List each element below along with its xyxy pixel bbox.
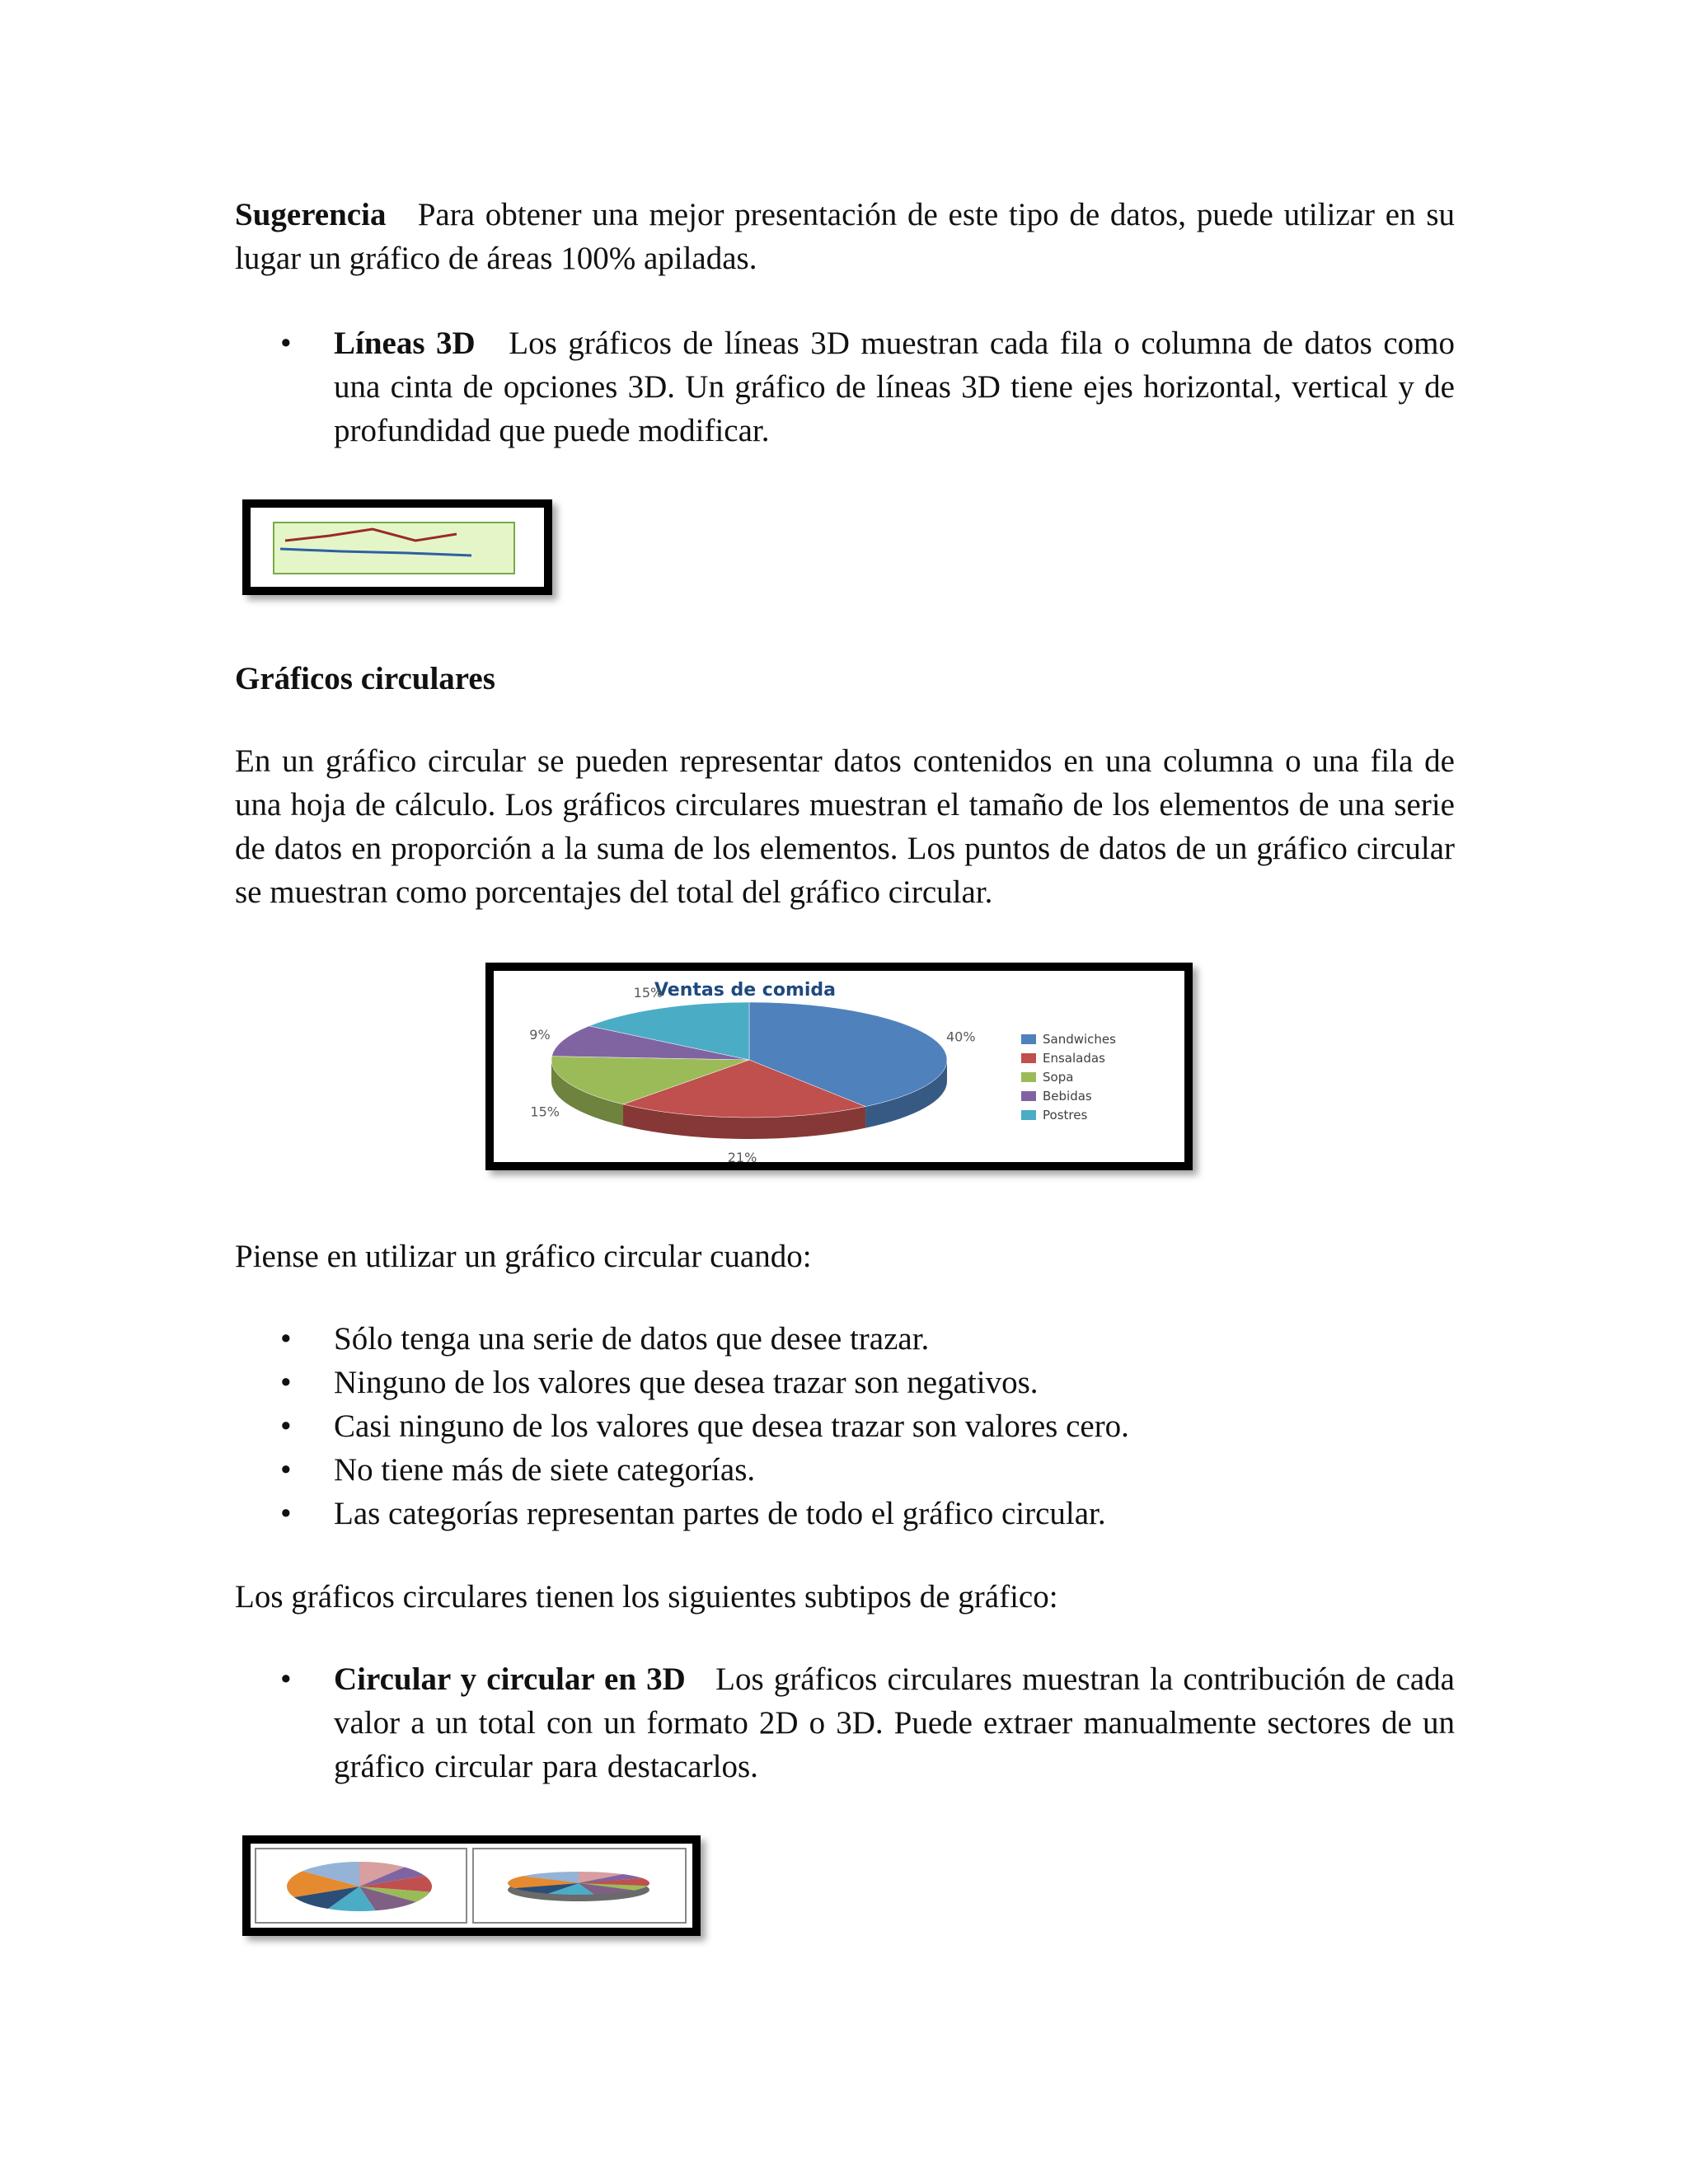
- lineas-3d-bullet: [280, 321, 1455, 452]
- legend-label-sandwiches: Sandwiches: [1043, 1032, 1116, 1047]
- sugerencia-paragraph: [235, 193, 1455, 280]
- bullet-glyph: •: [280, 1496, 292, 1531]
- legend-swatch-sandwiches: [1021, 1034, 1036, 1044]
- lineas-3d-text: Los gráficos de líneas 3D muestran cada fila o columna de datos como una cinta de opciones 3D. Un gráfico de líneas 3D tiene ejes horizontal, vertical y de profundidad que puede modificar.: [334, 326, 1455, 448]
- legend-swatch-bebidas: [1021, 1091, 1036, 1101]
- list-item-text: No tiene más de siete categorías.: [334, 1452, 756, 1488]
- bullet-glyph: •: [280, 1408, 292, 1444]
- legend-label-ensaladas: Ensaladas: [1043, 1051, 1105, 1066]
- legend-label-bebidas: Bebidas: [1043, 1089, 1092, 1104]
- legend-label-postres: Postres: [1043, 1108, 1088, 1122]
- pie-2d-thumbnail-slices: [287, 1862, 432, 1911]
- bullet-glyph: •: [280, 326, 292, 361]
- pie-data-label: 40%: [946, 1029, 976, 1045]
- line-chart-plot-area: [274, 523, 514, 574]
- circular-3d-label: Circular y circular en 3D: [334, 1661, 686, 1697]
- pie-data-label: 9%: [529, 1026, 551, 1043]
- sugerencia-text: Para obtener una mejor presentación de este tipo de datos, puede utilizar en su lugar un gráfico de áreas 100% apiladas.: [235, 197, 1455, 276]
- sugerencia-label: Sugerencia: [235, 197, 387, 232]
- bullet-glyph: •: [280, 1321, 292, 1357]
- list-item: [280, 1317, 1455, 1361]
- subtypes-paragraph: Los gráficos circulares tienen los siguientes subtipos de gráfico:: [235, 1579, 1058, 1615]
- pie-data-label: 15%: [530, 1104, 560, 1120]
- piense-paragraph: Piense en utilizar un gráfico circular cuando:: [235, 1239, 812, 1274]
- legend-swatch-sopa: [1021, 1072, 1036, 1082]
- list-item-text: Ninguno de los valores que desea trazar son negativos.: [334, 1365, 1039, 1400]
- list-item-text: Casi ninguno de los valores que desea trazar son valores cero.: [334, 1408, 1129, 1444]
- bullet-glyph: •: [280, 1452, 292, 1488]
- bullet-glyph: •: [280, 1365, 292, 1400]
- lineas-3d-label: Líneas 3D: [334, 326, 476, 361]
- list-item: [280, 1492, 1455, 1535]
- line-chart-thumbnail: [242, 499, 552, 595]
- legend-swatch-postres: [1021, 1110, 1036, 1120]
- pie-thumbnails: [242, 1835, 701, 1936]
- circular-3d-bullet: [280, 1657, 1455, 1788]
- line-chart-thumbnail-image: [251, 508, 544, 587]
- chart-title: Ventas de comida: [654, 980, 837, 1001]
- list-item: [280, 1448, 1455, 1492]
- legend-label-sopa: Sopa: [1043, 1070, 1074, 1085]
- legend-swatch-ensaladas: [1021, 1053, 1036, 1063]
- list-item: [280, 1361, 1455, 1404]
- circular-3d-text: Los gráficos circulares muestran la contribución de cada valor a un total con un formato 2D o 3D. Puede extraer manualmente sectores de un gráfico circular para destacarlos.: [334, 1661, 1455, 1784]
- pie-chart-figure: [485, 963, 1193, 1170]
- list-item-text: Sólo tenga una serie de datos que desee trazar.: [334, 1321, 930, 1357]
- list-item: [280, 1404, 1455, 1448]
- pie-thumbnails-image: [251, 1844, 692, 1928]
- pie-data-label: 15%: [633, 985, 663, 1001]
- list-item-text: Las categorías representan partes de todo el gráfico circular.: [334, 1496, 1106, 1531]
- section-heading: Gráficos circulares: [235, 661, 495, 696]
- pie-data-label: 21%: [727, 1149, 757, 1162]
- bullet-glyph: •: [280, 1661, 292, 1697]
- pie-3d-thumbnail-slices: [508, 1872, 649, 1901]
- pie-chart-svg: [494, 971, 1184, 1162]
- conditions-list: [280, 1317, 1455, 1535]
- intro-paragraph: En un gráfico circular se pueden representar datos contenidos en una columna o una fila de una hoja de cálculo. Los gráficos circulares muestran el tamaño de los elementos de una serie de datos en proporción a la suma de los elementos. Los puntos de datos de un gráfico circular se muestran como porcentajes del total del gráfico circular.: [235, 743, 1455, 910]
